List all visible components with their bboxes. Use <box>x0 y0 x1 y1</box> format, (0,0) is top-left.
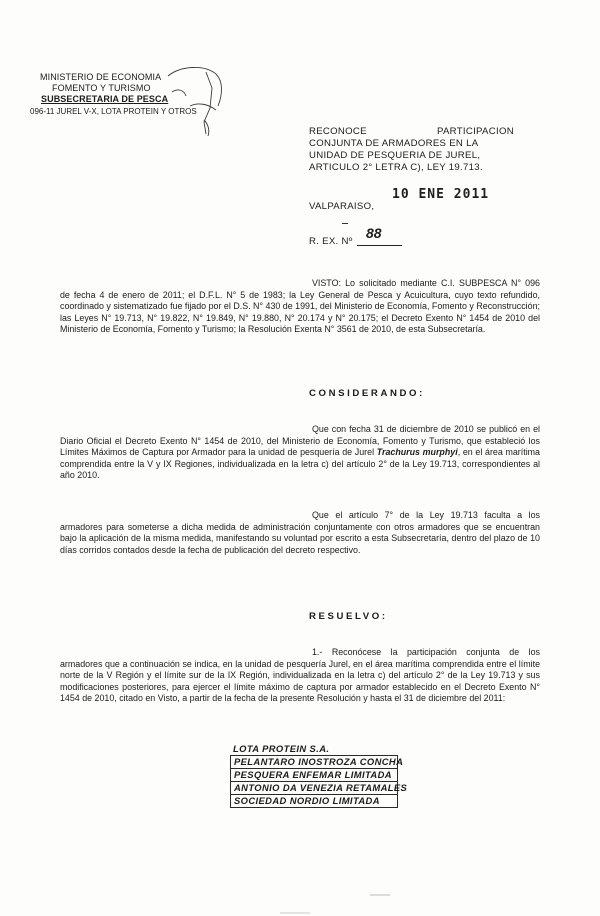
divider <box>342 223 348 224</box>
official-seal-icon <box>160 62 230 142</box>
owner-item: PESQUERA ENFEMAR LIMITADA <box>230 768 398 782</box>
species-name: Trachurus murphyi <box>376 447 458 458</box>
resuelvo-heading: RESUELVO: <box>309 611 388 622</box>
ministry-line-2: FOMENTO Y TURISMO <box>52 83 151 93</box>
ministry-line: MINISTERIO DE ECONOMIA <box>40 72 162 82</box>
considerando-paragraph-1 <box>60 424 540 482</box>
title-line-1a: RECONOCE <box>309 126 367 137</box>
visto-paragraph <box>60 278 540 336</box>
owner-item: SOCIEDAD NORDIO LIMITADA <box>230 794 398 808</box>
considerando-1-post: , en el área marítima comprendida entre la V y IX Regiones, individualizada en la letra c) del artículo 2° de la Ley 19.713, correspondientes al año 2010. <box>60 447 540 481</box>
resolution-label: R. EX. Nº <box>309 236 353 247</box>
owner-item: PELANTARO INOSTROZA CONCHA <box>230 755 398 769</box>
owners-list <box>230 743 408 807</box>
resolution-number: 88 <box>366 225 382 241</box>
title-line-4: ARTICULO 2° LETRA C), LEY 19.713. <box>309 162 483 173</box>
visto-text: VISTO: Lo solicitado mediante C.I. SUBPESCA N° 096 de fecha 4 de enero de 2011; el D.F.L. N° 5 de 1983; la Ley General de Pesca y Acuicultura, cuyo texto refundido, coordinado y sistematizado fue fijado por el D.S. N° 430 de 1991, del Ministerio de Economía, Fomento y Reconstrucción; las Leyes N° 19.713, N° 19.822, N° 19.849, N° 19.880, N° 20.174 y N° 20.175; el Decreto Exento N° 1454 de 2010 del Ministerio de Economía, Fomento y Turismo; la Resolución Exenta N° 3561 de 2010, de esta Subsecretaría. <box>60 278 540 335</box>
considerando-heading: CONSIDERANDO: <box>309 388 425 399</box>
owner-item: ANTONIO DA VENEZIA RETAMALES <box>230 781 398 795</box>
resuelvo-paragraph-1 <box>60 647 540 705</box>
reference-code: 096-11 JUREL V-X, LOTA PROTEIN Y OTROS <box>30 107 197 116</box>
date-stamp: 10 ENE 2011 <box>392 187 490 202</box>
considerando-1-pre: Que con fecha 31 de diciembre de 2010 se publicó en el Diario Oficial el Decreto Exento N° 1454 de 2010, del Ministerio de Economía, Fomento y Turismo, que estableció los Límites Máximos de Captura por Armador para la unidad de pesquería de Jurel <box>60 424 540 458</box>
title-line-2: CONJUNTA DE ARMADORES EN LA <box>309 138 479 149</box>
resolution-underline <box>357 245 402 246</box>
considerando-paragraph-2 <box>60 510 540 556</box>
title-line-3: UNIDAD DE PESQUERIA DE JUREL, <box>309 150 481 161</box>
place-label: VALPARAISO, <box>309 201 375 212</box>
considerando-2-text: Que el artículo 7° de la Ley 19.713 faculta a los armadores para someterse a dicha medida de administración conjuntamente con otros armadores que se encuentran bajo la aplicación de la misma medida, manifestando su voluntad por escrito a esta Subsecretaría, dentro del plazo de 10 días corridos contados desde la fecha de publicación del decreto respectivo. <box>60 510 540 555</box>
owner-item: LOTA PROTEIN S.A. <box>230 743 398 756</box>
resuelvo-1-text: 1.- Reconócese la participación conjunta de los armadores que a continuación se indica, en la unidad de pesquería Jurel, en el área marítima comprendida entre el límite norte de la V Región y el límite sur de la IX Región, individualizada en la letra c) del artículo 2° de la Ley 19.713 y sus modificaciones posteriores, para ejercer el límite máximo de captura por armador establecido en el Decreto Exento N° 1454 de 2010, citado en Visto, a partir de la fecha de la presente Resolución y hasta el 31 de diciembre del 2011: <box>60 647 540 704</box>
subsecretaria-line: SUBSECRETARIA DE PESCA <box>41 94 169 104</box>
title-line-1b: PARTICIPACION <box>437 126 514 137</box>
